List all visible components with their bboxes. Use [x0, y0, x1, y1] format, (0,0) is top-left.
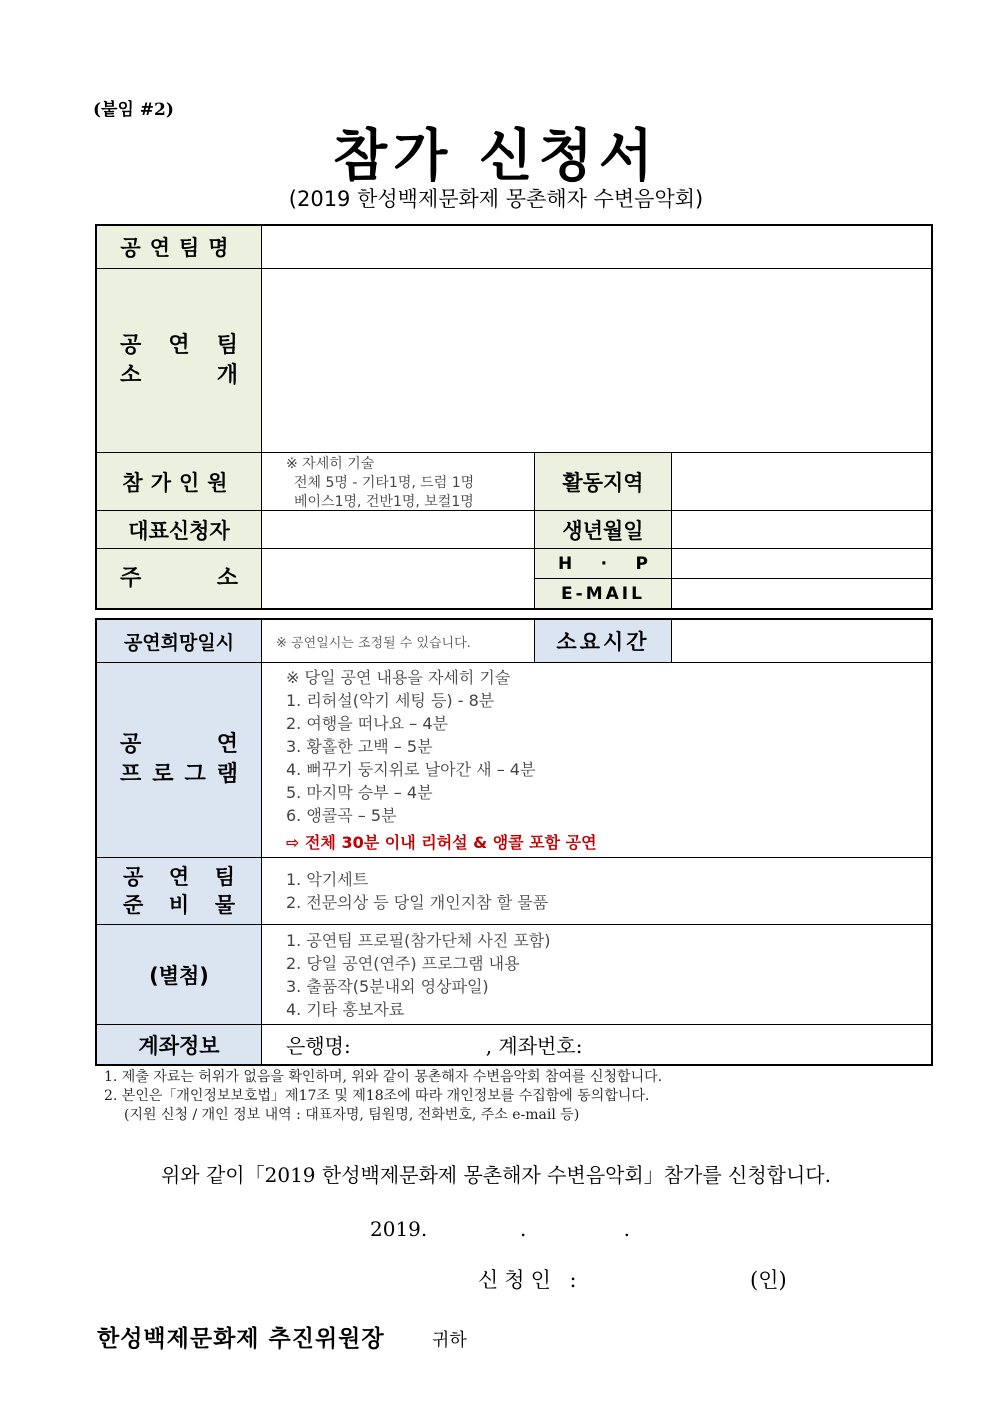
birthdate-label: 생년월일 — [535, 511, 672, 549]
honorific: 귀하 — [432, 1330, 467, 1351]
consent-notes: 1. 제출 자료는 허위가 없음을 확인하며, 위와 같이 몽촌해자 수변음악회 참여를 신청합니다. 2. 본인은「개인정보보호법」제17조 및 제18조에 따라 개인정보를 수집함에 동의합니다. (지원 신청 / 개인 정보 내역 : 대표자명, 팀원명, 전화번호, 주소 e-mail 등) — [104, 1069, 663, 1123]
declaration: 위와 같이「2019 한성백제문화제 몽촌해자 수변음악회」참가를 신청합니다. — [160, 1163, 831, 1187]
attachment-list[interactable]: 1. 공연팀 프로필(참가단체 사진 포함) 2. 당일 공연(연주) 프로그램 내용 3. 출품작(5분내외 영상파일) 4. 기타 홍보자료 — [262, 925, 931, 1025]
duration-input[interactable] — [672, 620, 931, 663]
date-fields[interactable]: . . — [520, 1217, 630, 1241]
email-input[interactable] — [672, 579, 931, 608]
hp-label: H · P — [535, 549, 672, 579]
applicant-label: 신청인 : — [478, 1268, 583, 1292]
date-label: 공연희망일시 — [97, 620, 262, 663]
addressee: 한성백제문화제 추진위원장 — [97, 1325, 385, 1352]
region-input[interactable] — [672, 453, 931, 511]
seal-label: (인) — [750, 1268, 787, 1292]
representative-input[interactable] — [262, 511, 535, 549]
team-name-input[interactable] — [262, 226, 931, 269]
duration-label: 소요시간 — [535, 620, 672, 663]
date-year: 2019. — [370, 1217, 428, 1241]
account-number-label: , 계좌번호: — [485, 1034, 583, 1058]
birthdate-input[interactable] — [672, 511, 931, 549]
page-subtitle: (2019 한성백제문화제 몽촌해자 수변음악회) — [288, 187, 704, 211]
team-name-label: 공연팀명 — [97, 226, 262, 269]
date-input[interactable]: ※ 공연일시는 조정될 수 있습니다. — [262, 620, 535, 663]
hp-input[interactable] — [672, 549, 931, 579]
address-input[interactable] — [262, 549, 535, 608]
account-label: 계좌정보 — [97, 1025, 262, 1064]
participants-input[interactable]: ※ 자세히 기술 전체 5명 - 기타1명, 드럼 1명 베이스1명, 건반1명, 보컬1명 — [262, 453, 535, 511]
program-time-notice: ⇨ 전체 30분 이내 리허설 & 앵콜 포함 공연 — [286, 833, 597, 852]
page-title: 참가 신청서 — [333, 123, 659, 189]
address-label: 주 소 — [97, 549, 262, 608]
participants-label: 참가인원 — [97, 453, 262, 511]
attachment-label: (별첨) — [97, 925, 262, 1025]
program-label: 공 연 프 로 그 램 — [97, 663, 262, 858]
supplies-input[interactable]: 1. 악기세트 2. 전문의상 등 당일 개인지참 할 물품 — [262, 858, 931, 925]
attachment-number: (붙임 #2) — [93, 100, 174, 120]
applicant-info-table — [95, 224, 933, 610]
supplies-label: 공 연 팀 준 비 물 — [97, 858, 262, 925]
team-intro-label: 공 연 팀 소 개 — [97, 269, 262, 453]
region-label: 활동지역 — [535, 453, 672, 511]
team-intro-input[interactable] — [262, 269, 931, 453]
performance-info-table — [95, 618, 933, 1066]
program-input[interactable]: ※ 당일 공연 내용을 자세히 기술 1. 리허설(악기 세팅 등) - 8분 2. 여행을 떠나요 – 4분 3. 황홀한 고백 – 5분 4. 뻐꾸기 둥지위로 날아간 새 – 4분 5. 마지막 승부 – 4분 6. 앵콜곡 – 5분 ⇨ 전체 30분 이내 리허설 & 앵콜 포함 공연 — [262, 663, 931, 858]
representative-label: 대표신청자 — [97, 511, 262, 549]
email-label: E-MAIL — [535, 579, 672, 608]
account-input[interactable] — [262, 1025, 931, 1064]
bank-name-label: 은행명: — [286, 1034, 351, 1058]
